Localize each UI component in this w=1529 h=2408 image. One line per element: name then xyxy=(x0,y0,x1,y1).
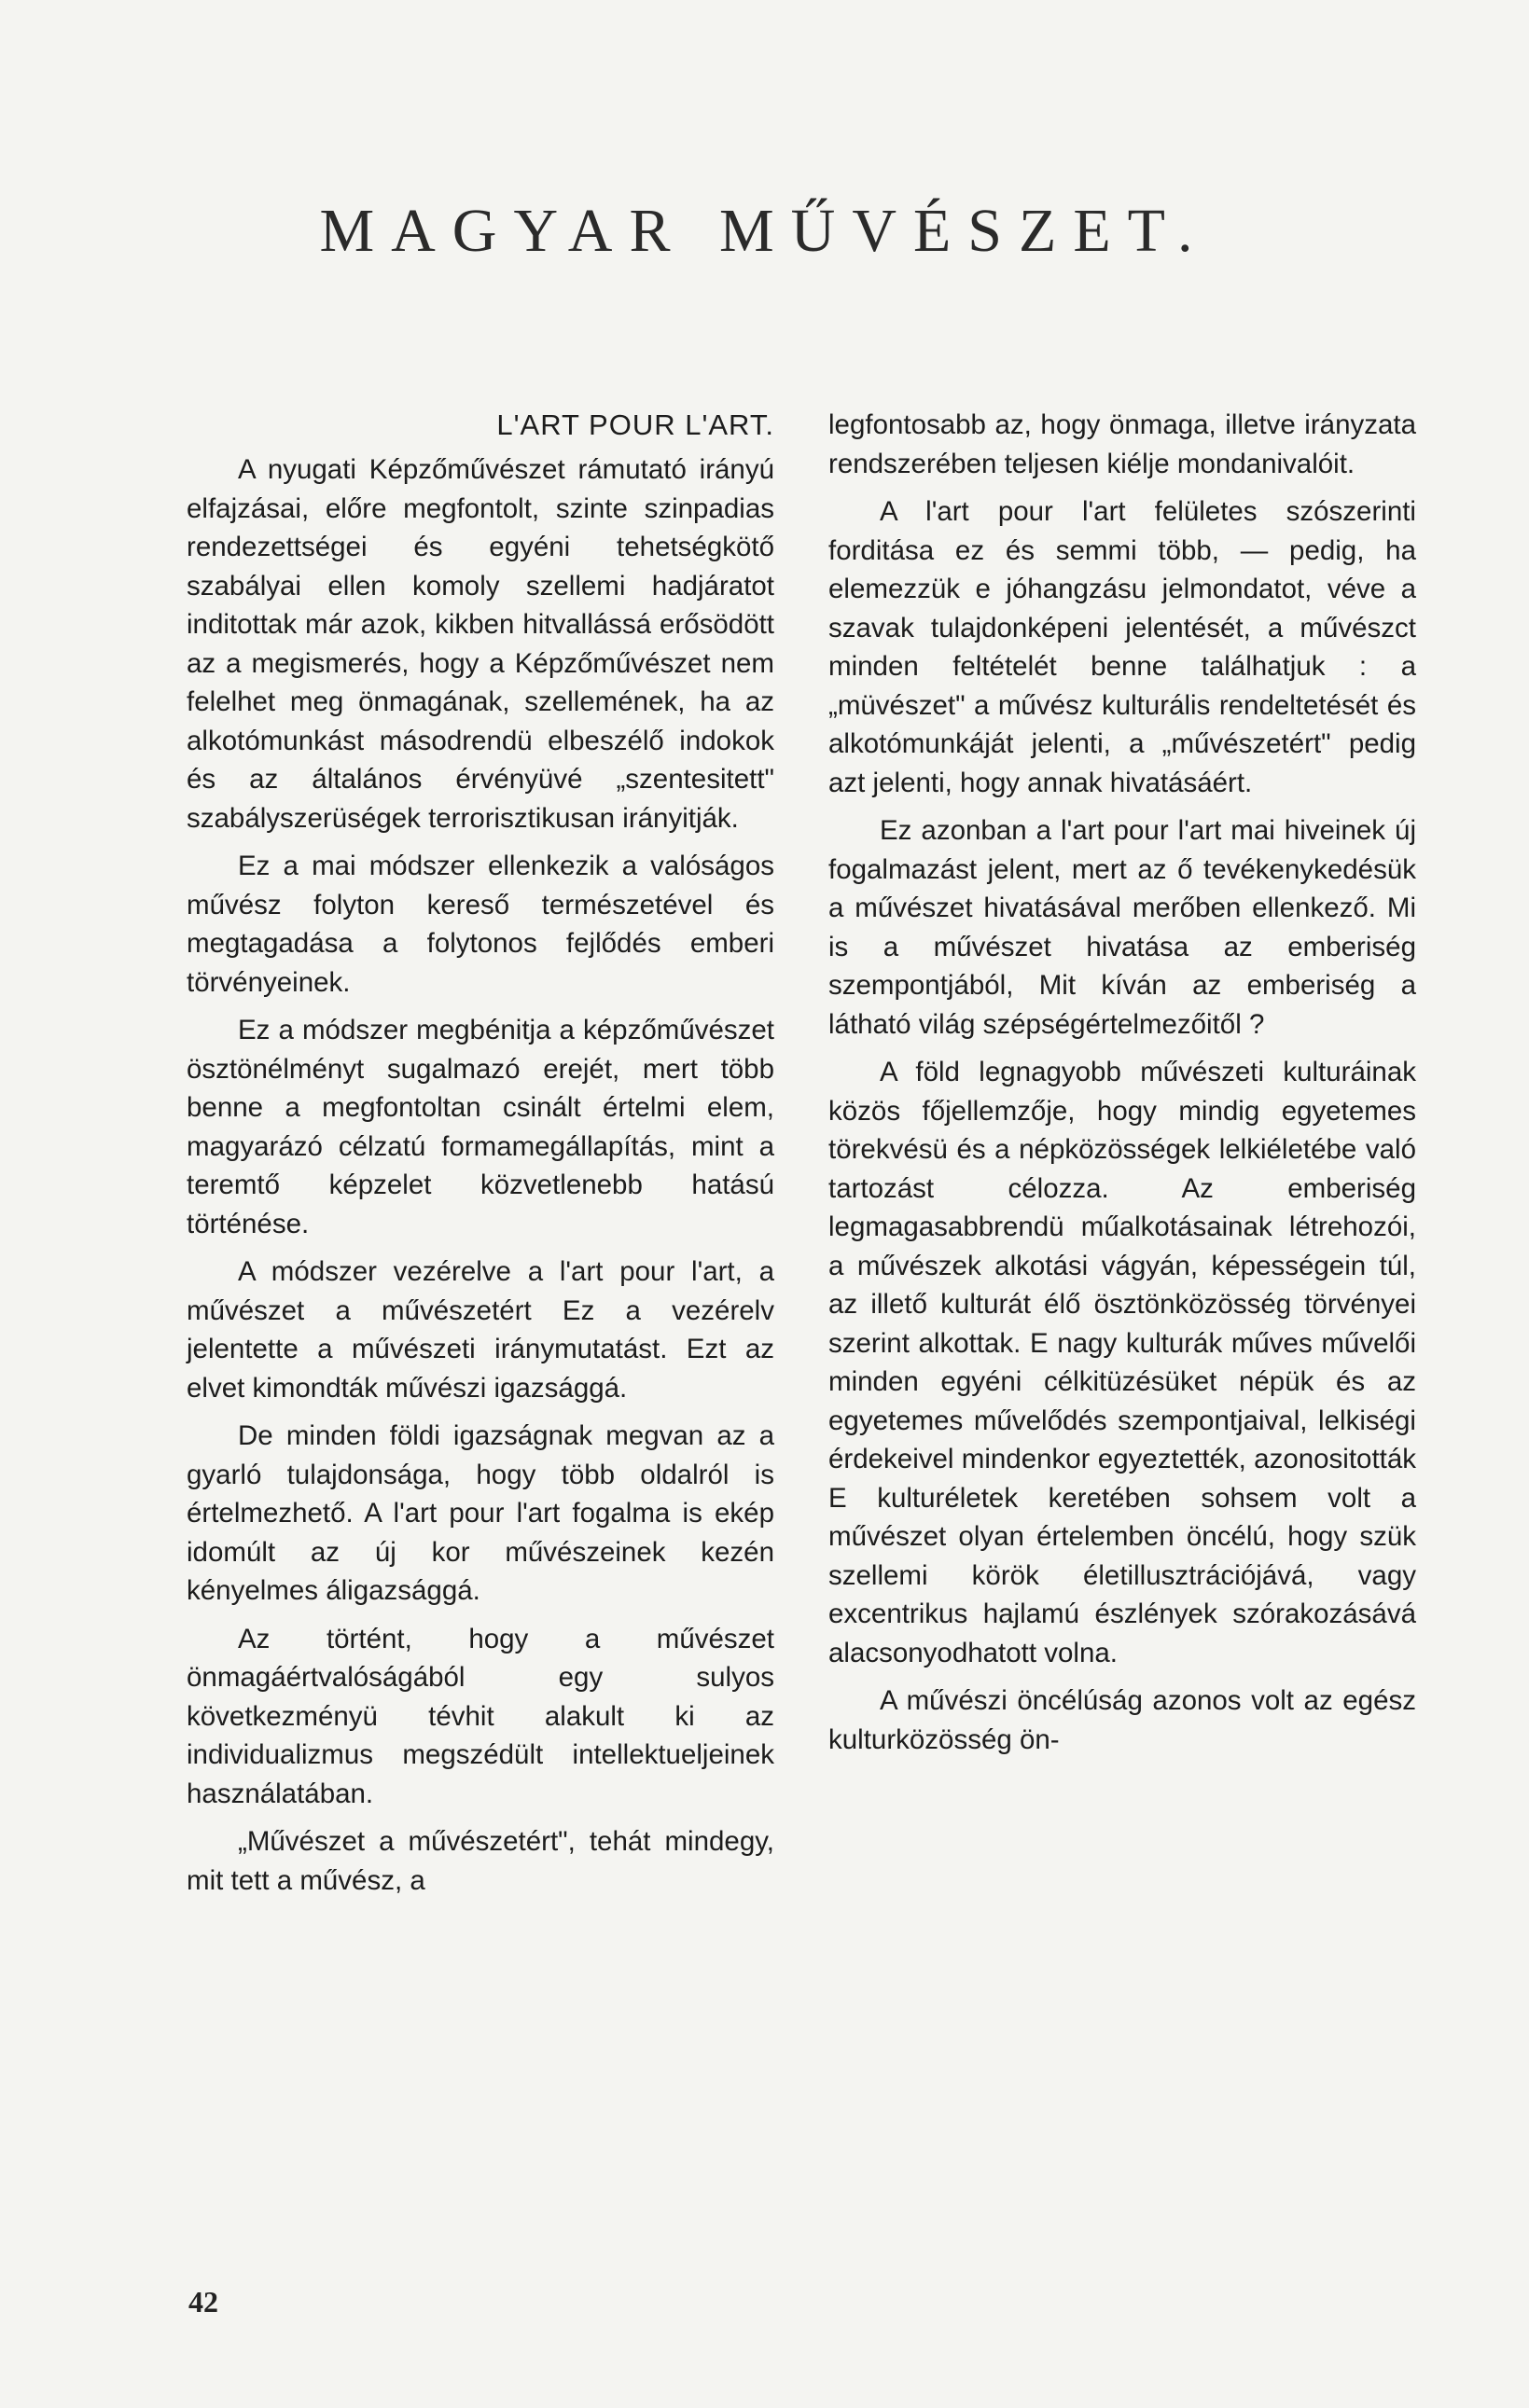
article-heading: L'ART POUR L'ART. xyxy=(496,408,774,441)
paragraph: legfontosabb az, hogy önmaga, illetve irányzata rendszerében teljesen kiélje mondanivalóit. xyxy=(828,409,1416,479)
paragraph: A föld legnagyobb művészeti kulturáinak közös főjellemzője, hogy mindig egyetemes törekvésü és a népközösségek lelkiéletébe való tartozást célozza. Az emberiség legmagasabbrendü műalkotásainak létrehozói, a művészek alkotási vágyán, képességein túl, az illető kulturát élő ösztönközösség törvényei szerint alkottak. E nagy kulturák műves művelői minden egyéni célkitüzésüket népük és az egyetemes művelődés szempontjaival, lelkiségi érdekeivel mindenkor egyeztették, azonositották E kulturéletek keretében sohsem volt a művészet olyan értelemben öncélú, hogy szük szellemi körök életillusztrációjává, vagy excentrikus hajlamú észlények szórakozásává alacsonyodhatott volna. xyxy=(828,1057,1416,1668)
paragraph: A módszer vezérelve a l'art pour l'art, a művészet a művészetért Ez a vezérelv jelentette a művészeti iránymutatást. Ezt az elvet kimondták művészi igazsággá. xyxy=(187,1256,774,1404)
page-title: MAGYAR MŰVÉSZET. xyxy=(319,197,1210,265)
paragraph: Ez a módszer megbénitja a képzőművészet ösztönélményt sugalmazó erejét, mert több benne a megfontoltan csinált értelmi elem, magyarázó célzatú formamegállapítás, mint a teremtő képzelet közvetlenebb hatású történése. xyxy=(187,1015,774,1239)
paragraph: De minden földi igazságnak megvan az a gyarló tulajdonsága, hogy több oldalról is értelmezhető. A l'art pour l'art fogalma is ekép idomúlt az új kor művészeinek kezén kényelmes áligazsággá. xyxy=(187,1420,774,1606)
paragraph: Ez azonban a l'art pour l'art mai hiveinek új fogalmazást jelent, mert az ő tevékenykedésük a művészet hivatásával merőben ellenkező. Mi is a művészet hivatása az emberiség szempontjából, Mit kíván az emberiség a látható világ szépségértelmezőitől ? xyxy=(828,815,1416,1040)
paragraph: A művészi öncélúság azonos volt az egész kulturközösség ön- xyxy=(828,1685,1416,1755)
page-number: 42 xyxy=(188,2285,218,2318)
paragraph: „Művészet a művészetért", tehát mindegy, mit tett a művész, a xyxy=(187,1826,774,1896)
paragraph: A l'art pour l'art felületes szószerinti forditása ez és semmi több, — pedig, ha elemezzük e jóhangzásu jelmondatot, véve a szavak tulajdonképeni jelentését, a művészct minden feltételét benne találhatjuk : a „müvészet" a művész kulturális rendeltetését és alkotómunkáját jelenti, a „művészetért" pedig azt jelenti, hogy annak hivatásáért. xyxy=(828,496,1416,798)
right-column xyxy=(828,406,1416,1768)
paragraph: Ez a mai módszer ellenkezik a valóságos művész folyton kereső természetével és megtagadása a folytonos fejlődés emberi törvényeinek. xyxy=(187,851,774,998)
paragraph: Az történt, hogy a művészet önmagáértvalóságából egy sulyos következményü tévhit alakult ki az individualizmus megszédült intellektueljeinek használatában. xyxy=(187,1623,774,1809)
paragraph: A nyugati Képzőművészet rámutató irányú elfajzásai, előre megfontolt, szinte szinpadias rendezettségei és egyéni tehetségkötő szabályai ellen komoly szellemi hadjáratot inditottak már azok, kikben hitvallássá erősödött az a megismerés, hogy a Képzőművészet nem felelhet meg önmagának, szellemének, ha az alkotómunkást másodrendü elbeszélő indokok és az általános érvényüvé „szentesitett" szabályszerüségek terrorisztikusan irányitják. xyxy=(187,454,774,834)
left-column xyxy=(187,406,774,1909)
